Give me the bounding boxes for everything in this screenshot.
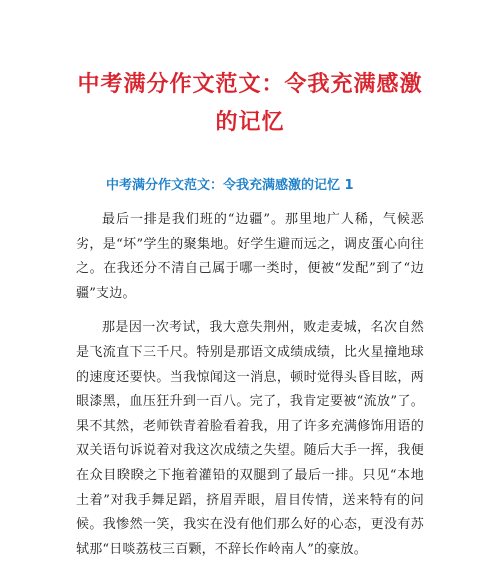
body-paragraph-1: 最后一排是我们班的“边疆”。那里地广人稀，气候恶劣，是“坏”学生的聚集地。好学生避而远之，调皮蛋心向往之。在我还分不清自己属于哪一类时，便被“发配”到了“边疆”支边。 (76, 212, 424, 301)
document-title: 中考满分作文范文：令我充满感激的记忆 (77, 72, 423, 135)
section-heading: 中考满分作文范文：令我充满感激的记忆 1 (106, 178, 354, 193)
body-paragraph-2: 那是因一次考试，我大意失荆州，败走麦城，名次自然是飞流直下三千尺。特别是那语文成绩成绩，比火星撞地球的速度还要快。当我惊闻这一消息，顿时觉得头昏目眩，两眼漆黑，血压狂升到一百八。完了，我肯定要被“流放”了。果不其然，老师铁青着脸看着我，用了许多充满修饰用语的双关语句诉说着对我这次成绩之失望。随后大手一挥，我便在众目睽睽之下拖着灌铅的双腿到了最后一排。只见“本地土着”对我手舞足蹈，挤眉弄眼，眉目传情，送来特有的问候。我惨然一笑，我实在没有他们那么好的心态，更没有苏轼那“日啖荔枝三百颗，不辞长作岭南人”的豪放。 (76, 320, 424, 557)
